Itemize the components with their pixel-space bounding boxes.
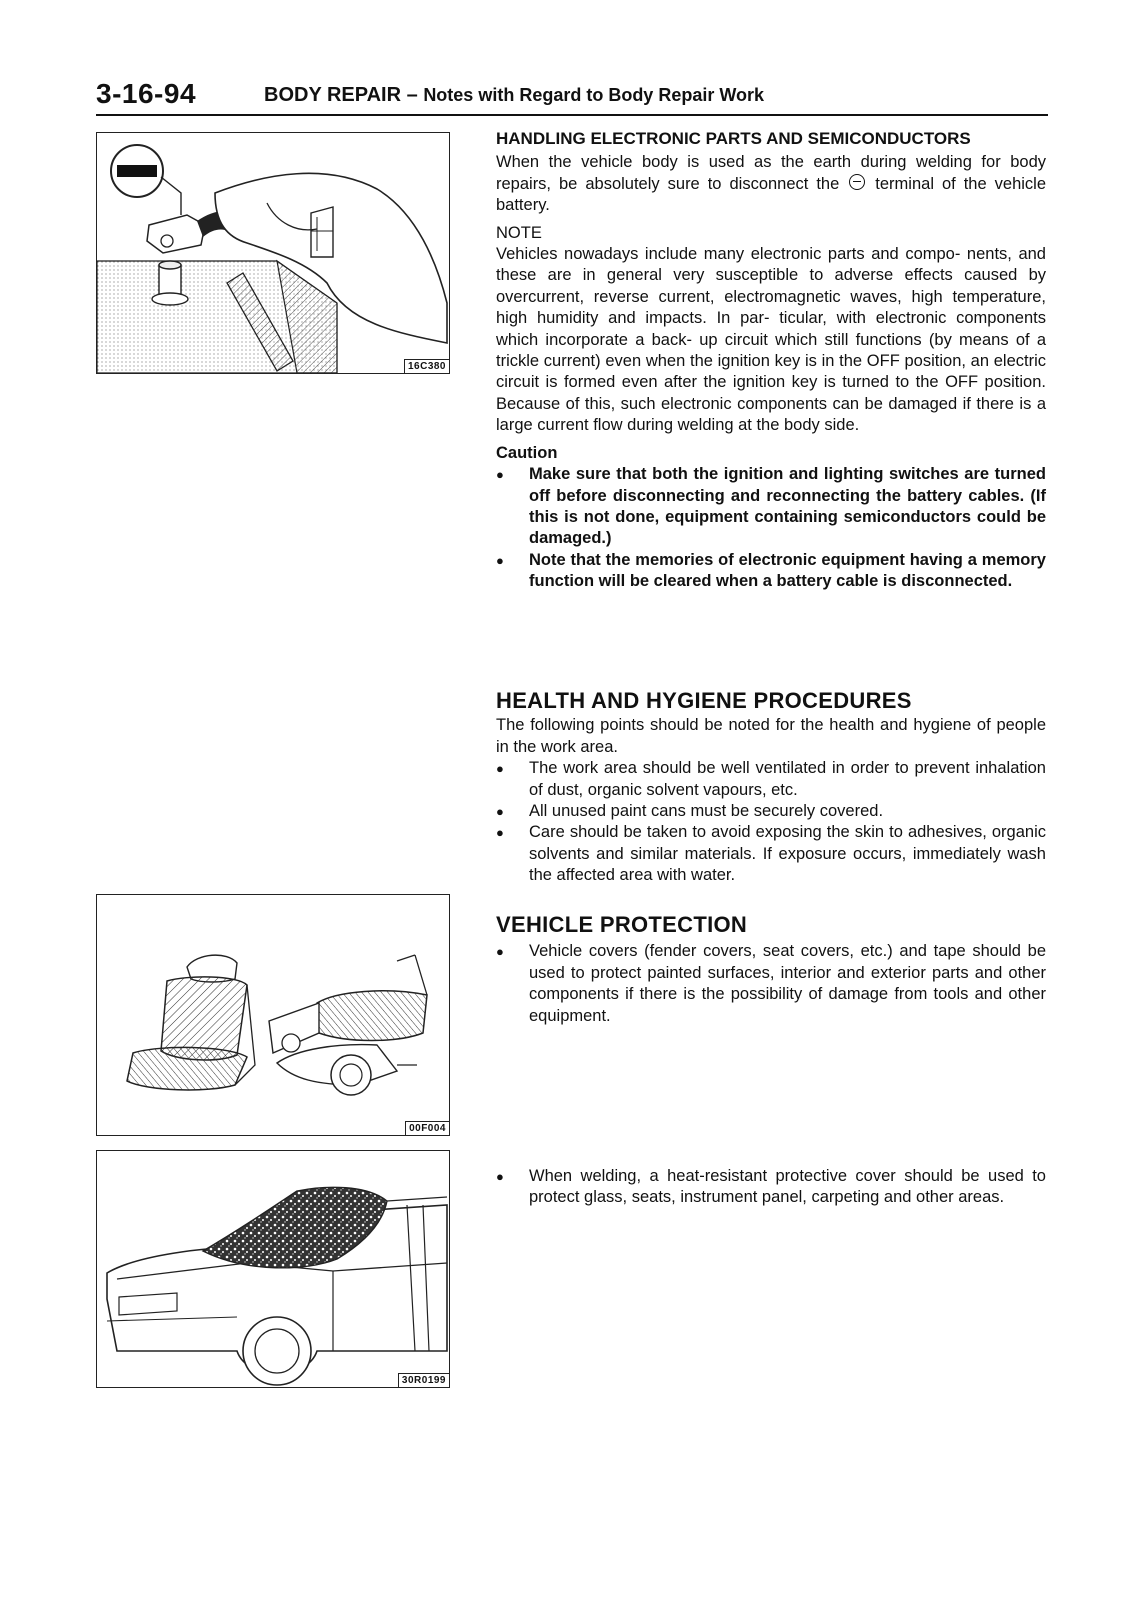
- list-item: ● All unused paint cans must be securely covered.: [496, 801, 1046, 822]
- caution-label: Caution: [496, 443, 558, 462]
- section-subtitle: Notes with Regard to Body Repair Work: [423, 85, 765, 105]
- figure-battery: [96, 132, 450, 374]
- vehicle-covers-icon: [97, 895, 449, 1135]
- figure-vehicle-covers: [96, 894, 450, 1136]
- note-label: NOTE: [496, 223, 542, 242]
- health-list: [496, 758, 1046, 886]
- figure-code: 00F004: [405, 1121, 449, 1135]
- intro-text: When the vehicle body is used as the earth during welding for body repairs, be absolutely sure to disconnect the: [496, 153, 1046, 193]
- section-heading: HEALTH AND HYGIENE PROCEDURES: [496, 688, 912, 713]
- vehicle-list: [496, 941, 1046, 1027]
- figure-code: 16C380: [404, 359, 449, 373]
- section-heading: VEHICLE PROTECTION: [496, 912, 748, 937]
- negative-terminal-icon: [849, 174, 865, 190]
- list-item: ● The work area should be well ventilated in order to prevent inhalation of dust, organic solvent vapours, etc.: [496, 758, 1046, 801]
- page-title: [264, 84, 764, 107]
- list-item: ● When welding, a heat-resistant protective cover should be used to protect glass, seats, instrument panel, carpeting and other areas.: [496, 1166, 1046, 1209]
- intro-text-end: terminal of the vehicle battery.: [496, 174, 1047, 215]
- section-heading: HANDLING ELECTRONIC PARTS AND SEMICONDUCTORS: [496, 129, 971, 148]
- battery-terminal-icon: [97, 133, 449, 373]
- section-title: BODY REPAIR –: [264, 84, 418, 106]
- figure-code: 30R0199: [398, 1373, 449, 1387]
- section-welding-cover: [496, 1166, 1046, 1209]
- figure-welding-cover: [96, 1150, 450, 1388]
- welding-list: [496, 1166, 1046, 1209]
- page-number: 3-16-94: [96, 78, 197, 109]
- car-protective-cover-icon: [97, 1151, 449, 1387]
- page-header: [96, 78, 1048, 116]
- intro-paragraph: [496, 152, 1046, 216]
- caution-list: [496, 464, 1046, 592]
- section-health-hygiene: [496, 690, 1046, 887]
- section-vehicle-protection: [496, 914, 1046, 1027]
- list-item: ● Care should be taken to avoid exposing the skin to adhesives, organic solvents and similar materials. If exposure occurs, immediately wash the affected area with water.: [496, 822, 1046, 886]
- list-item: ● Vehicle covers (fender covers, seat covers, etc.) and tape should be used to protect painted surfaces, interior and exterior parts and other components if there is the possibility of damage from tools and other equipment.: [496, 941, 1046, 1027]
- section-handling-electronics: [496, 128, 1046, 593]
- intro-paragraph: The following points should be noted for the health and hygiene of people in the work area.: [496, 716, 1046, 756]
- caution-item: ● Make sure that both the ignition and lighting switches are turned off before disconnecting and reconnecting the battery cables. (If this is not done, equipment containing semiconductors could be damaged.): [496, 464, 1046, 550]
- caution-item: ● Note that the memories of electronic equipment having a memory function will be cleared when a battery cable is disconnected.: [496, 550, 1046, 593]
- note-paragraph: Vehicles nowadays include many electronic parts and compo- nents, and these are in general very susceptible to adverse effects caused by overcurrent, reverse current, electromagnetic waves, high temperature, high humidity and impacts. In par- ticular, with electronic components which incorporate a back- up circuit which still functions (by means of a trickle current) even when the ignition key is in the OFF position, an electric circuit is formed even after the ignition key is turned to the OFF position. Because of this, such electronic components can be damaged if there is a large current flow during welding at the body side.: [496, 245, 1046, 435]
